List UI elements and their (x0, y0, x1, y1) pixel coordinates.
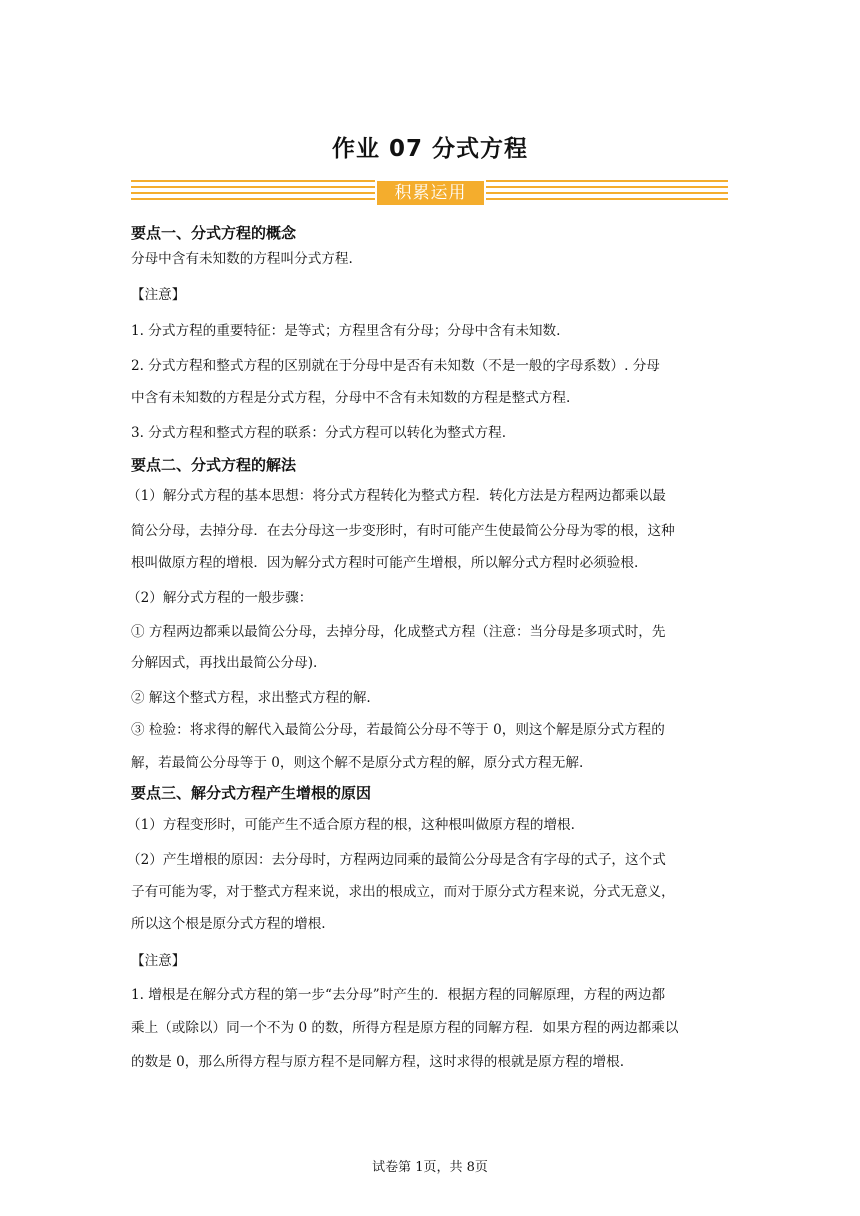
text-line: 根叫做原方程的增根．因为解分式方程时可能产生增根，所以解分式方程时必须验根. (131, 555, 639, 571)
text-line: 中含有未知数的方程是分式方程，分母中不含有未知数的方程是整式方程. (131, 390, 571, 406)
text-line: 分母中含有未知数的方程叫分式方程. (131, 251, 353, 267)
page-title: 作业 07 分式方程 (331, 136, 529, 162)
text-line: （1）解分式方程的基本思想：将分式方程转化为整式方程．转化方法是方程两边都乘以最 (127, 488, 666, 504)
text-line: 解，若最简公分母等于 0，则这个解不是原分式方程的解，原分式方程无解. (131, 755, 584, 771)
text-line: 简公分母，去掉分母．在去分母这一步变形时，有时可能产生使最简公分母为零的根，这种 (131, 523, 675, 539)
text-line: 的数是 0，那么所得方程与原方程不是同解方程，这时求得的根就是原方程的增根. (131, 1054, 625, 1070)
text-line: 所以这个根是原分式方程的增根. (131, 916, 326, 932)
text-line: ② 解这个整式方程，求出整式方程的解. (131, 690, 371, 706)
text-line: 【注意】 (131, 953, 186, 969)
page-footer: 试卷第 1页，共 8页 (372, 1160, 488, 1175)
text-line: 3. 分式方程和整式方程的联系：分式方程可以转化为整式方程. (131, 425, 507, 441)
text-line: （2）产生增根的原因：去分母时，方程两边同乘的最简公分母是含有字母的式子，这个式 (127, 852, 666, 868)
text-line: 分解因式，再找出最简公分母). (131, 655, 318, 671)
section-heading: 要点二、分式方程的解法 (131, 456, 297, 474)
section-banner (131, 179, 728, 207)
section-heading: 要点三、解分式方程产生增根的原因 (131, 784, 372, 802)
text-line: 2. 分式方程和整式方程的区别就在于分母中是否有未知数（不是一般的字母系数）. 分母 (131, 358, 660, 374)
text-line: 子有可能为零，对于整式方程来说，求出的根成立，而对于原分式方程来说，分式无意义， (131, 884, 675, 900)
text-line: 1. 分式方程的重要特征：是等式；方程里含有分母；分母中含有未知数. (131, 323, 561, 339)
text-line: ① 方程两边都乘以最简公分母，去掉分母，化成整式方程（注意：当分母是多项式时，先 (131, 624, 666, 640)
text-line: （1）方程变形时，可能产生不适合原方程的根，这种根叫做原方程的增根. (127, 817, 575, 833)
text-line: 1. 增根是在解分式方程的第一步“去分母”时产生的．根据方程的同解原理，方程的两边都 (131, 987, 666, 1003)
text-line: 【注意】 (131, 287, 186, 303)
banner-label: 积累运用 (375, 179, 486, 207)
text-line: 乘上（或除以）同一个不为 0 的数，所得方程是原方程的同解方程．如果方程的两边都乘以 (131, 1020, 679, 1036)
text-line: （2）解分式方程的一般步骤： (127, 590, 313, 606)
text-line: ③ 检验：将求得的解代入最简公分母，若最简公分母不等于 0，则这个解是原分式方程的 (131, 722, 665, 738)
section-heading: 要点一、分式方程的概念 (131, 224, 297, 242)
